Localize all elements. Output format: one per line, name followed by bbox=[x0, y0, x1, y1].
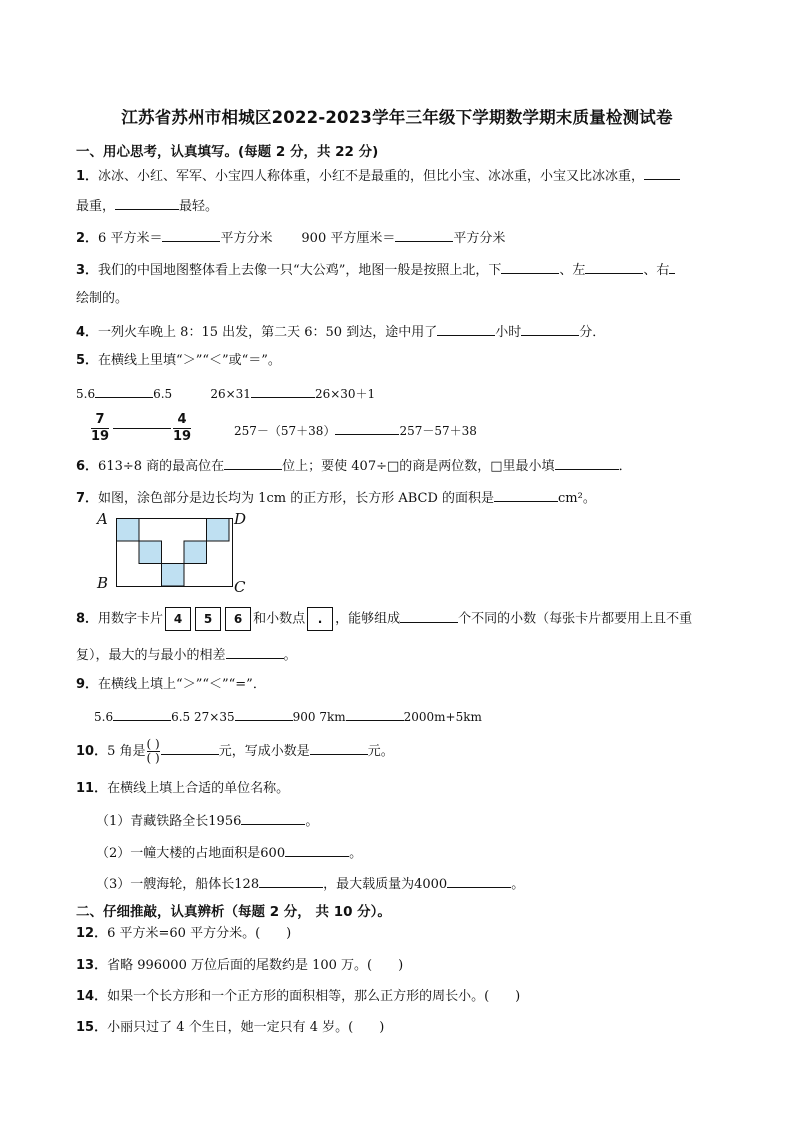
answer-blank[interactable] bbox=[555, 456, 619, 470]
question-11-part-3: （3）一艘海轮，船体长128 ，最大载质量为4000 。 bbox=[96, 874, 524, 894]
rectangle-abcd-figure bbox=[116, 518, 234, 588]
question-5: 5．在横线上里填“＞”“＜”或“＝”。 bbox=[76, 353, 281, 368]
answer-blank[interactable] bbox=[437, 322, 495, 336]
digit-card: 5 bbox=[195, 607, 221, 631]
shaded-square bbox=[162, 564, 185, 587]
question-4: 4．一列火车晚上 8：15 出发，第二天 6：50 到达，途中用了 小时 分． bbox=[76, 322, 605, 342]
question-7: 7．如图，涂色部分是边长均为 1cm 的正方形，长方形 ABCD 的面积是 cm²。 bbox=[76, 488, 596, 508]
question-2: 2．6 平方米＝ 平方分米 900 平方厘米＝ 平方分米 bbox=[76, 228, 505, 248]
question-15: 15．小丽只过了 4 个生日，她一定只有 4 岁。( ) bbox=[76, 1020, 385, 1035]
answer-blank[interactable] bbox=[161, 741, 219, 755]
label-B: B bbox=[97, 574, 109, 592]
label-D: D bbox=[234, 510, 247, 528]
answer-blank[interactable] bbox=[501, 260, 559, 274]
answer-blank[interactable] bbox=[400, 609, 458, 623]
question-3: 3．我们的中国地图整体看上去像一只“大公鸡”，地图一般是按照上北，下 、左 、右 bbox=[76, 260, 675, 280]
section-2-heading: 二、仔细推敲，认真辨析（每题 2 分， 共 10 分）。 bbox=[76, 904, 391, 920]
question-8-line-2: 复），最大的与最小的相差 。 bbox=[76, 645, 297, 665]
question-11: 11．在横线上填上合适的单位名称。 bbox=[76, 781, 290, 796]
answer-blank[interactable] bbox=[585, 260, 643, 274]
question-1-line-2: 最重， 最轻。 bbox=[76, 196, 218, 216]
answer-blank[interactable] bbox=[395, 228, 453, 242]
digit-card: 4 bbox=[165, 607, 191, 631]
digit-card: 6 bbox=[225, 607, 251, 631]
shaded-square bbox=[184, 541, 207, 564]
answer-blank[interactable] bbox=[335, 421, 399, 435]
question-11-part-1: （1）青藏铁路全长1956 。 bbox=[96, 811, 318, 831]
question-13: 13．省略 996000 万位后面的尾数约是 100 万。( ) bbox=[76, 958, 404, 973]
answer-blank[interactable] bbox=[162, 228, 220, 242]
answer-blank[interactable] bbox=[113, 707, 171, 721]
question-10: 10．5 角是 ( ) ( ) 元，写成小数是 元。 bbox=[76, 737, 394, 765]
label-A: A bbox=[97, 510, 108, 528]
question-6: 6．613÷8 商的最高位在 位上；要使 407÷□的商是两位数，□里最小填 ． bbox=[76, 456, 632, 476]
question-8: 8．用数字卡片 4 5 6 和小数点 . ，能够组成 个不同的小数（每张卡片都要用上且不重 bbox=[76, 607, 692, 632]
shaded-square bbox=[207, 519, 230, 542]
answer-blank[interactable] bbox=[235, 707, 293, 721]
decimal-point-card: . bbox=[307, 607, 333, 631]
question-12: 12．6 平方米=60 平方分米。( ) bbox=[76, 926, 292, 941]
answer-blank[interactable] bbox=[285, 843, 349, 857]
answer-blank[interactable] bbox=[224, 456, 282, 470]
answer-blank[interactable] bbox=[226, 645, 284, 659]
answer-blank[interactable] bbox=[113, 428, 171, 429]
answer-blank[interactable] bbox=[521, 322, 579, 336]
answer-blank[interactable] bbox=[115, 196, 179, 210]
answer-blank[interactable] bbox=[310, 741, 368, 755]
question-9-row: 5.6 6.5 27×35 900 7km 2000m+5km bbox=[94, 707, 482, 726]
answer-blank[interactable] bbox=[95, 384, 153, 398]
answer-blank[interactable] bbox=[494, 488, 558, 502]
question-3-line-2: 绘制的。 bbox=[76, 291, 129, 306]
answer-blank[interactable] bbox=[669, 260, 675, 274]
fraction-4-19: $\frac{4}{19}$ bbox=[173, 412, 192, 444]
question-1: 1．冰冰、小红、军军、小宝四人称体重，小红不是最重的，但比小宝、冰冰重，小宝又比冰冰重， bbox=[76, 166, 680, 186]
question-5-row-1: 5.6 6.5 26×31 26×30＋1 bbox=[76, 384, 375, 403]
answer-blank[interactable] bbox=[241, 811, 305, 825]
blank-fraction[interactable]: ( ) ( ) bbox=[146, 737, 160, 765]
question-11-part-2: （2）一幢大楼的占地面积是600 。 bbox=[96, 843, 362, 863]
answer-blank[interactable] bbox=[259, 874, 323, 888]
answer-blank[interactable] bbox=[251, 384, 315, 398]
exam-title: 江苏省苏州市相城区2022-2023学年三年级下学期数学期末质量检测试卷 bbox=[121, 108, 673, 127]
answer-blank[interactable] bbox=[644, 166, 680, 180]
answer-blank[interactable] bbox=[447, 874, 511, 888]
label-C: C bbox=[234, 578, 246, 596]
fraction-7-19: $\frac{7}{19}$ bbox=[91, 412, 110, 444]
section-1-heading: 一、用心思考，认真填写。(每题 2 分，共 22 分) bbox=[76, 144, 379, 160]
question-5-row-2: 257－（57＋38） 257－57＋38 bbox=[234, 421, 477, 440]
shaded-square bbox=[117, 519, 140, 542]
question-14: 14．如果一个长方形和一个正方形的面积相等，那么正方形的周长小。( ) bbox=[76, 989, 521, 1004]
shaded-square bbox=[139, 541, 162, 564]
question-9: 9．在横线上填上“＞”“＜”“=”． bbox=[76, 677, 266, 692]
answer-blank[interactable] bbox=[346, 707, 404, 721]
